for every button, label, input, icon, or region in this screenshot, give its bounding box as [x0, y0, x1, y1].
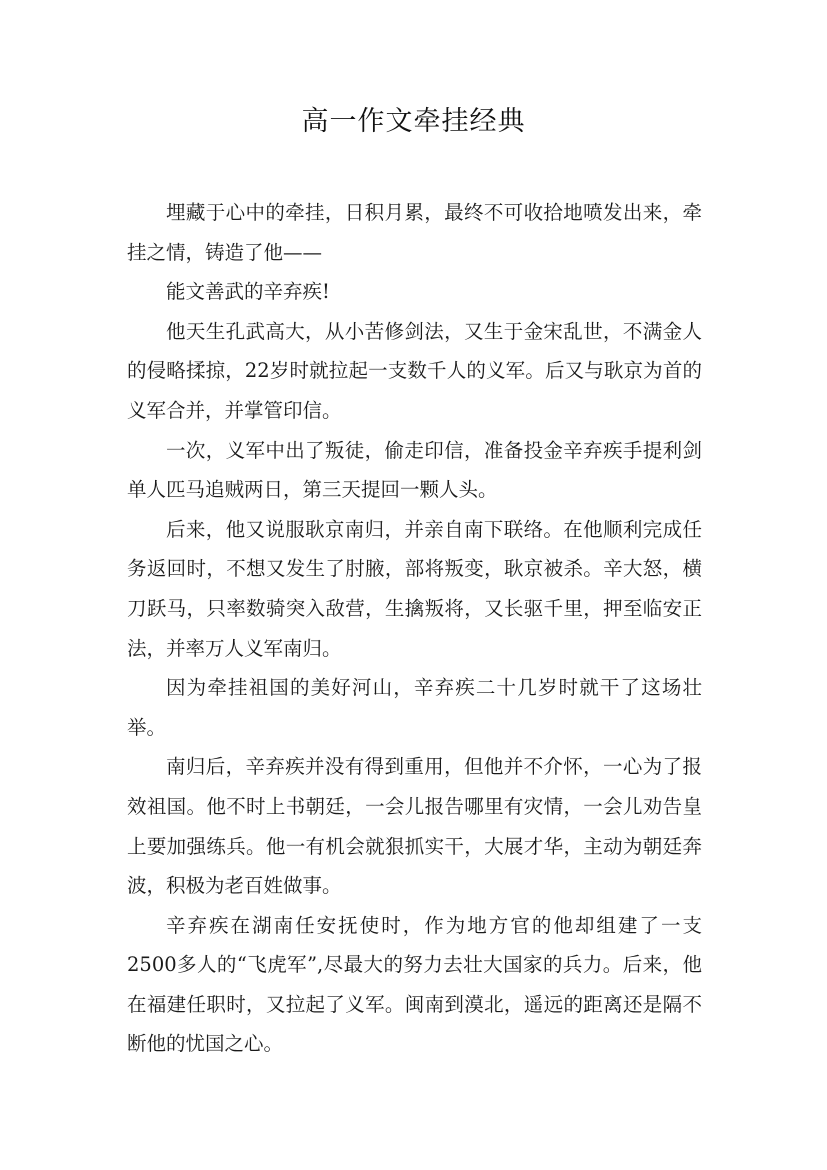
paragraph: 他天生孔武高大，从小苦修剑法，又生于金宋乱世，不满金人的侵略揉掠，22岁时就拉起一支数千人的义军。后又与耿京为首的义军合并，并掌管印信。 — [127, 319, 702, 422]
document-body — [127, 193, 702, 1064]
paragraph: 因为牵挂祖国的美好河山，辛弃疾二十几岁时就干了这场壮举。 — [127, 676, 702, 739]
document-title: 高一作文牵挂经典 — [301, 106, 526, 137]
paragraph: 一次，义军中出了叛徒，偷走印信，准备投金辛弃疾手提利剑单人匹马追贼两日，第三天提回一颗人头。 — [127, 438, 702, 502]
paragraph: 能文善武的辛弃疾! — [166, 280, 330, 304]
paragraph: 后来，他又说服耿京南归，并亲自南下联络。在他顺利完成任务返回时，不想又发生了肘腋，部将叛变，耿京被杀。辛大怒，横刀跃马，只率数骑突入敌营，生擒叛将，又长驱千里，押至临安正法，并率万人义军南归。 — [127, 517, 702, 660]
paragraph: 南归后，辛弃疾并没有得到重用，但他并不介怀，一心为了报效祖国。他不时上书朝廷，一会儿报告哪里有灾情，一会儿劝告皇上要加强练兵。他一有机会就狠抓实干，大展才华，主动为朝廷奔波，积极为老百姓做事。 — [127, 755, 702, 898]
paragraph: 埋藏于心中的牵挂，日积月累，最终不可收拾地喷发出来，牵挂之情，铸造了他—— — [127, 201, 702, 264]
paragraph: 辛弃疾在湖南任安抚使时，作为地方官的他却组建了一支2500多人的“飞虎军”,尽最大的努力去壮大国家的兵力。后来，他在福建任职时，又拉起了义军。闽南到漠北，遥远的距离还是隔不断他的忧国之心。 — [127, 913, 702, 1056]
